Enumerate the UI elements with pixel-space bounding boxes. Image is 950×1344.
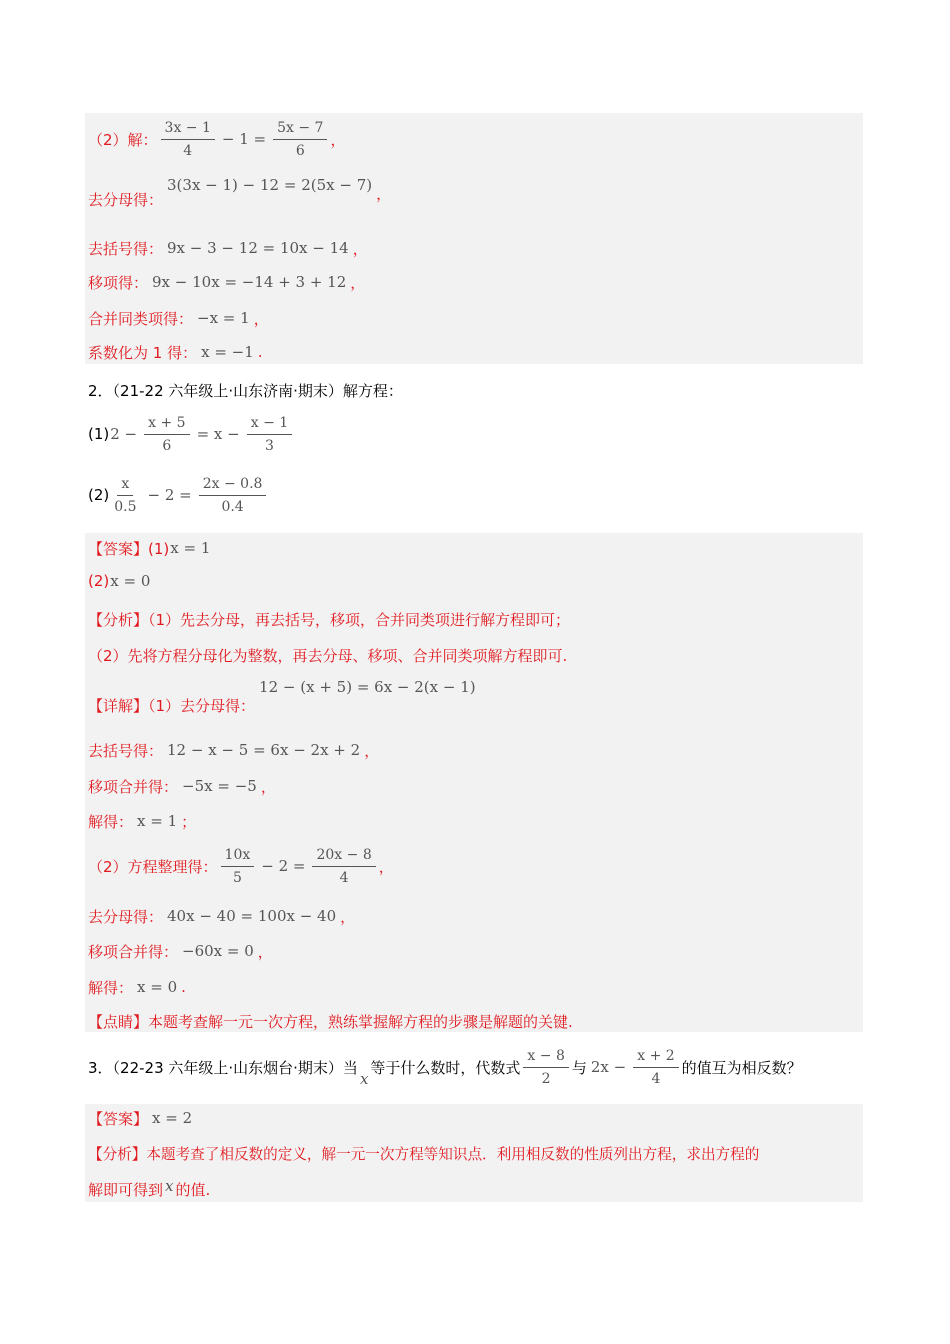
label: （2）解：: [88, 130, 158, 149]
numerator: x − 8: [523, 1048, 568, 1068]
label: (2): [88, 486, 110, 504]
q2-detail-2: [88, 738, 379, 762]
question-title: 3．（22-23 六年级上·山东烟台·期末）当: [88, 1058, 358, 1077]
math: x = 1: [137, 812, 178, 830]
analysis-text: 解即可得到: [88, 1180, 164, 1199]
punct: ，: [257, 942, 273, 961]
fraction: [221, 847, 255, 886]
label: 合并同类项得：: [88, 309, 194, 328]
punct: ，: [260, 777, 276, 796]
punct: ，: [376, 184, 392, 203]
numerator: 20x − 8: [312, 847, 375, 867]
math: x = 1: [170, 539, 211, 557]
math: 2x −: [590, 1058, 627, 1076]
q3-answer: [88, 1106, 196, 1130]
math: x = −1: [201, 343, 254, 361]
label: 系数化为 1 得：: [88, 343, 198, 362]
q2-analysis-2: [88, 643, 567, 667]
numerator: x + 2: [633, 1048, 678, 1068]
label: (2): [88, 572, 110, 590]
label: (1): [88, 425, 110, 443]
math: − 1 =: [221, 130, 267, 148]
answer-label: 【答案】: [88, 1109, 149, 1128]
punct: ，: [352, 239, 368, 258]
q3-title: [88, 1046, 802, 1088]
fraction: [144, 415, 189, 454]
answer-label: 【答案】(1): [88, 539, 170, 558]
s1-line-2: [88, 176, 391, 210]
punct: ，: [253, 309, 269, 328]
denominator: 0.5: [114, 498, 137, 515]
q2-detail-6: [88, 904, 355, 928]
math: 2 −: [110, 425, 138, 443]
label: 去分母得：: [88, 907, 164, 926]
label: 移项合并得：: [88, 777, 179, 796]
fraction: [633, 1048, 678, 1087]
s1-line-1: [88, 118, 345, 160]
fraction: [523, 1048, 568, 1087]
label: （2）方程整理得：: [88, 857, 218, 876]
label: 移项得：: [88, 273, 149, 292]
q2-title: [88, 378, 403, 402]
question-text: 等于什么数时，代数式: [370, 1058, 521, 1077]
question-text: 与: [571, 1058, 587, 1077]
s1-line-3: [88, 236, 368, 260]
math: −x = 1: [197, 309, 250, 327]
analysis-text: 【分析】（1）先去分母，再去括号，移项，合并同类项进行解方程即可；: [88, 610, 571, 629]
math: 12 − x − 5 = 6x − 2x + 2: [167, 741, 361, 759]
label: 解得：: [88, 812, 134, 831]
fraction: [247, 415, 292, 454]
analysis-text: 的值.: [175, 1180, 211, 1199]
punct: ，: [350, 273, 366, 292]
punct: ，: [364, 741, 380, 760]
punct: ，: [330, 130, 346, 149]
math: x: [165, 1177, 174, 1195]
math: −60x = 0: [182, 942, 254, 960]
s1-line-4: [88, 270, 365, 294]
denominator: 2: [541, 1070, 551, 1087]
denominator: 4: [183, 142, 193, 159]
math: 9x − 3 − 12 = 10x − 14: [167, 239, 349, 257]
numerator: x + 5: [144, 415, 189, 435]
q2-detail-7: [88, 939, 273, 963]
q2-answer-2: [88, 569, 154, 593]
denominator: 4: [651, 1070, 661, 1087]
q2-detail-8: [88, 975, 186, 999]
question-text: 的值互为相反数？: [681, 1058, 802, 1077]
numerator: 5x − 7: [273, 120, 327, 140]
numerator: x: [117, 476, 133, 496]
fraction: [161, 120, 215, 159]
denominator: 3: [264, 437, 274, 454]
question-title: 2．（21-22 六年级上·山东济南·期末）解方程：: [88, 381, 403, 400]
denominator: 0.4: [221, 498, 244, 515]
label: 【详解】（1）去分母得：: [88, 697, 256, 715]
math: x = 0: [137, 978, 178, 996]
punct: ；: [181, 812, 197, 831]
math: 3(3x − 1) − 12 = 2(5x − 7): [167, 176, 373, 194]
q2-analysis-1: [88, 607, 570, 631]
analysis-text: （2）先将方程分母化为整数，再去分母、移项、合并同类项解方程即可.: [88, 646, 568, 665]
comment-text: 【点睛】本题考查解一元一次方程，熟练掌握解方程的步骤是解题的关键.: [88, 1012, 573, 1031]
numerator: 10x: [221, 847, 255, 867]
q2-answer: [88, 536, 214, 560]
q2-detail-1: [88, 678, 480, 716]
analysis-text: 【分析】本题考查了相反数的定义，解一元一次方程等知识点．利用相反数的性质列出方程，求出方程的: [88, 1145, 760, 1163]
q2-detail-3: [88, 774, 276, 798]
s1-line-5: [88, 306, 269, 330]
fraction: [199, 476, 267, 515]
denominator: 6: [295, 142, 305, 159]
math: 9x − 10x = −14 + 3 + 12: [152, 273, 347, 291]
math: − 2 =: [261, 857, 306, 875]
fraction: [110, 476, 140, 515]
fraction: [273, 120, 327, 159]
fraction: [312, 847, 375, 886]
math: x: [359, 1070, 369, 1088]
math: − 2 =: [147, 486, 192, 504]
math: = x −: [196, 425, 240, 443]
denominator: 5: [232, 869, 242, 886]
label: 解得：: [88, 978, 134, 997]
punct: .: [181, 978, 186, 996]
math: 12 − (x + 5) = 6x − 2(x − 1): [259, 678, 476, 696]
math: 40x − 40 = 100x − 40: [167, 907, 337, 925]
q2-comment: [88, 1009, 573, 1033]
label: 去括号得：: [88, 239, 164, 258]
denominator: 6: [162, 437, 172, 454]
label: 去分母得：: [88, 191, 164, 209]
punct: ，: [340, 907, 356, 926]
q2-detail-5: [88, 845, 394, 887]
q3-analysis-2: [88, 1177, 210, 1201]
label: 去括号得：: [88, 741, 164, 760]
punct: ，: [378, 857, 394, 876]
numerator: 3x − 1: [161, 120, 215, 140]
q2-part1: [88, 413, 295, 455]
denominator: 4: [339, 869, 349, 886]
q2-detail-4: [88, 809, 196, 833]
punct: .: [257, 343, 263, 361]
s1-line-6: [88, 340, 263, 364]
math: −5x = −5: [182, 777, 257, 795]
numerator: x − 1: [247, 415, 292, 435]
numerator: 2x − 0.8: [199, 476, 267, 496]
q3-analysis-1: [88, 1141, 759, 1165]
math: x = 2: [152, 1109, 193, 1127]
q2-part2: [88, 474, 269, 516]
label: 移项合并得：: [88, 942, 179, 961]
math: x = 0: [110, 572, 151, 590]
